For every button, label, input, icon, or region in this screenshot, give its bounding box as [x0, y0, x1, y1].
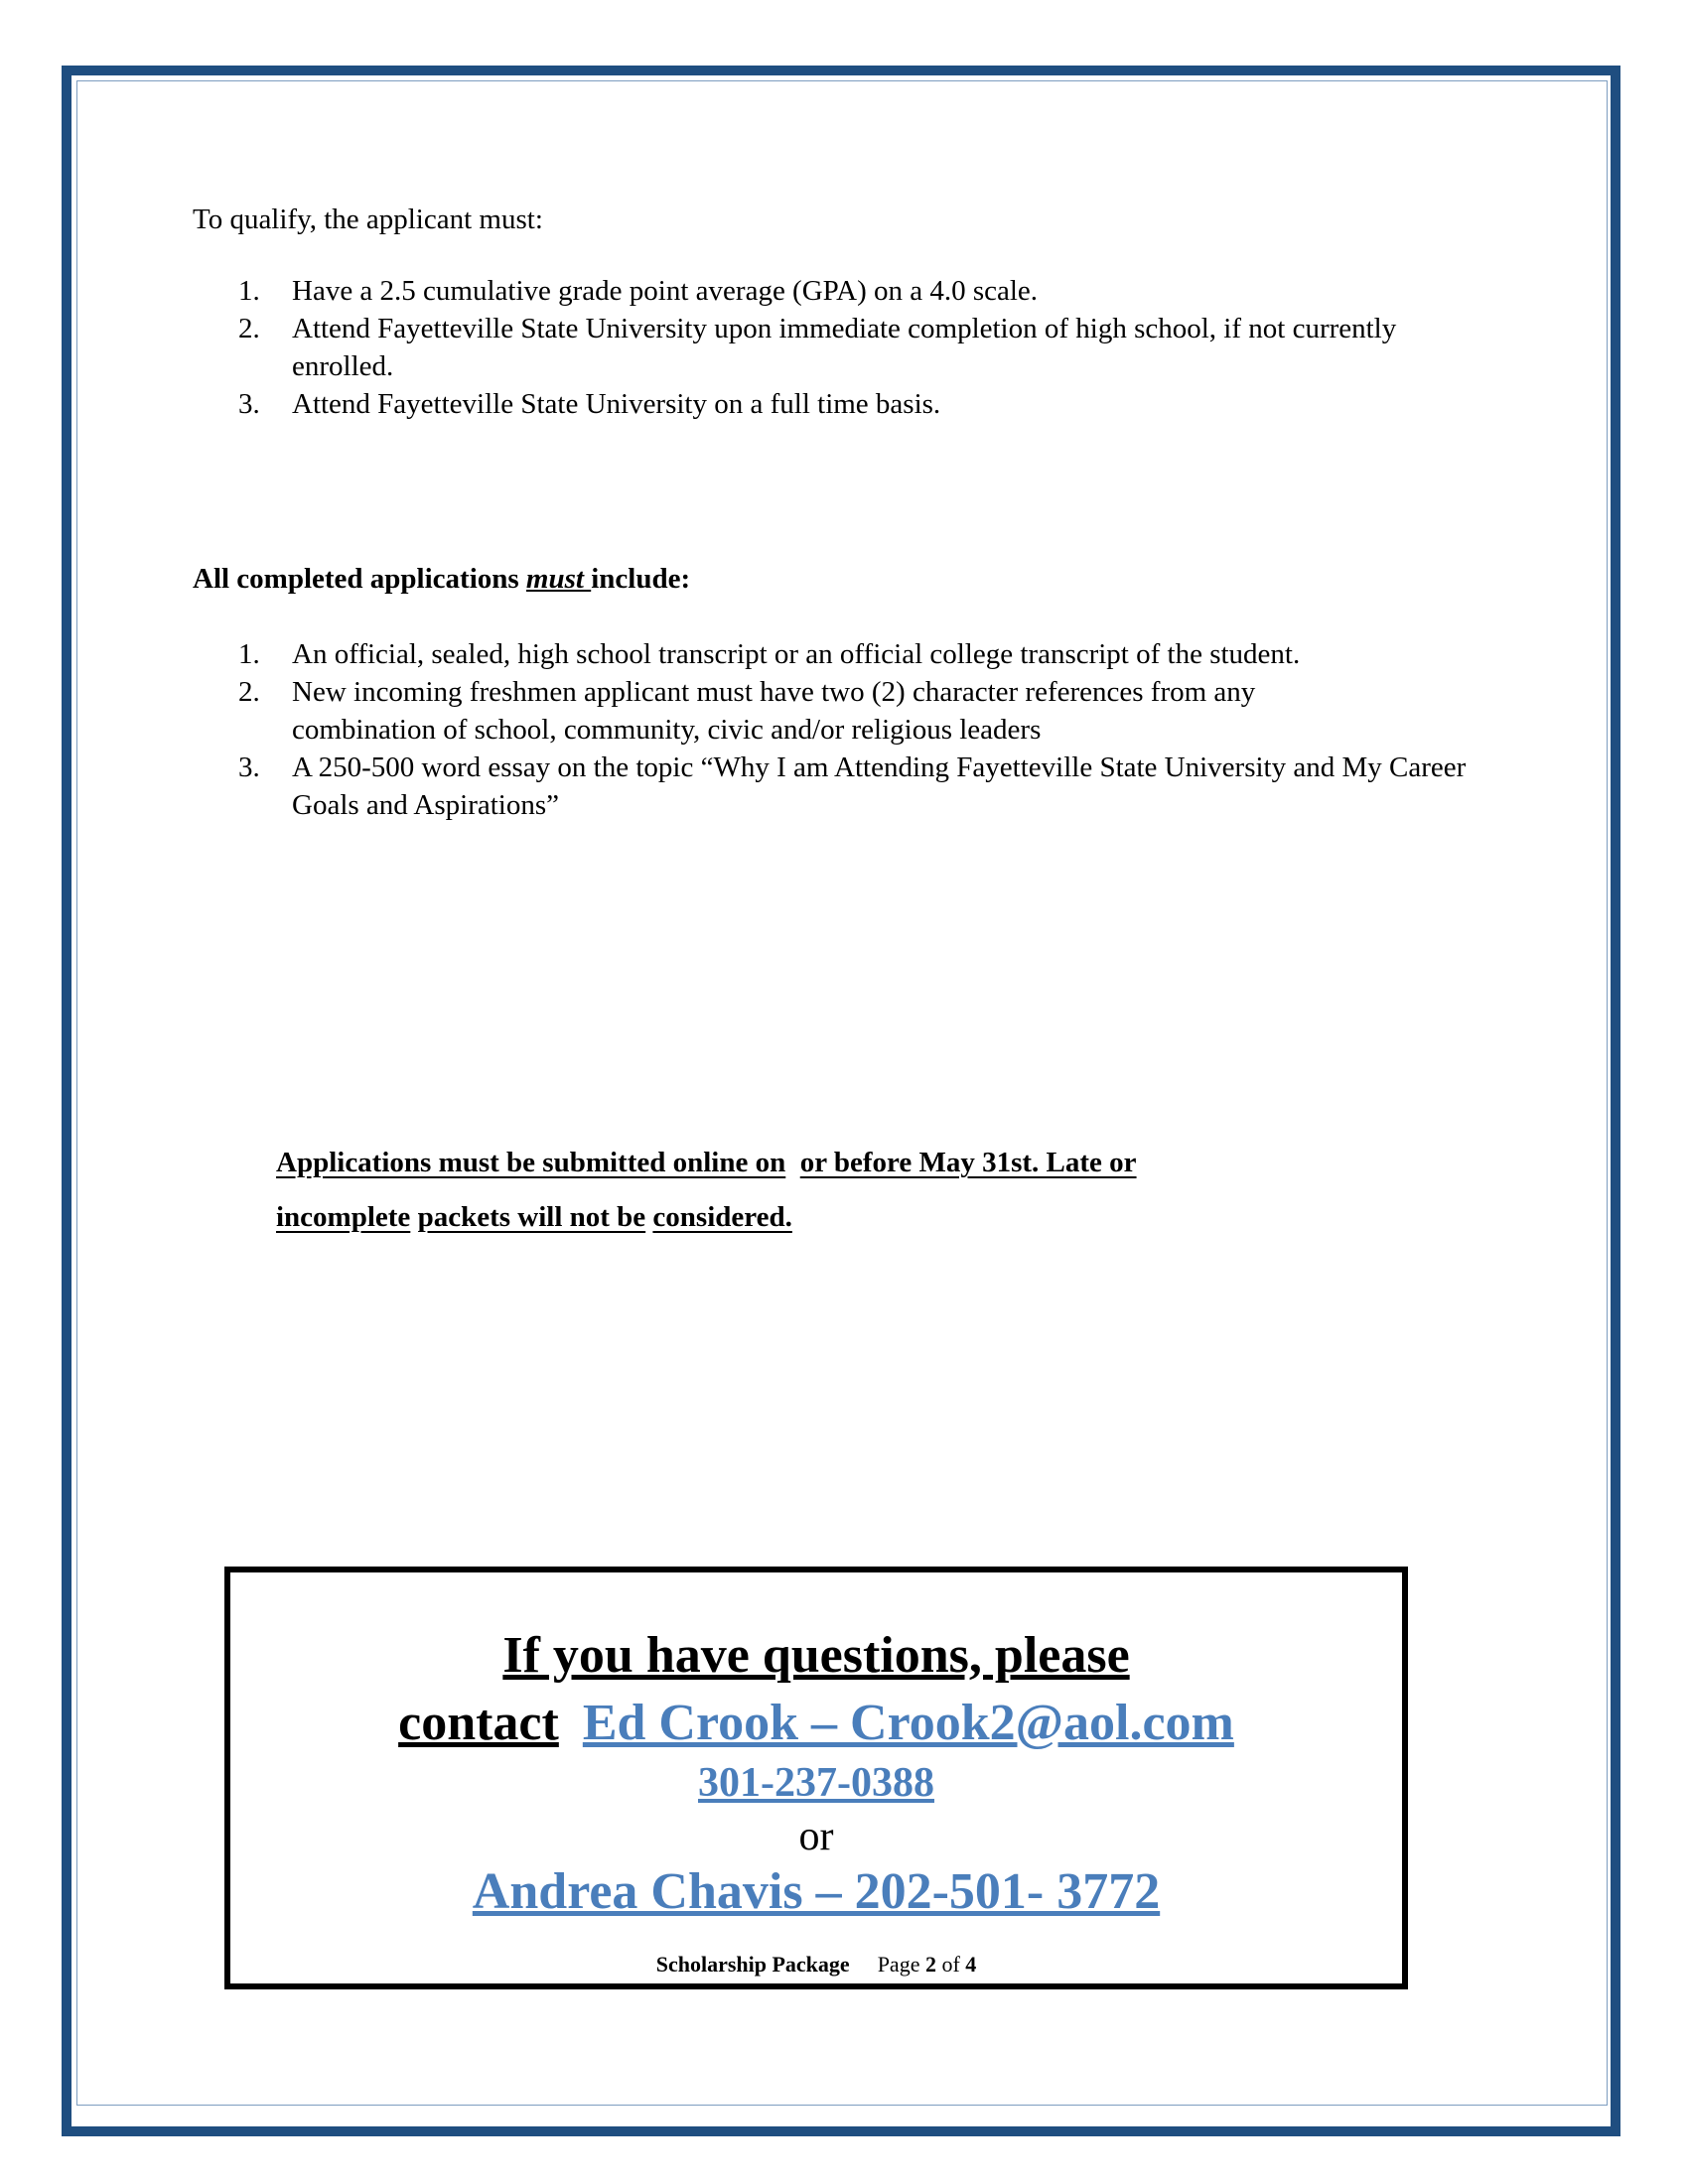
list-number: 2.	[238, 676, 260, 708]
ed-crook-phone-link[interactable]: 301-237-0388	[698, 1760, 934, 1806]
list-number: 3.	[238, 388, 260, 420]
list-number: 3.	[238, 751, 260, 783]
footer-page-prefix: Page	[877, 1952, 920, 1977]
list-item	[238, 635, 1479, 673]
ed-crook-email-link[interactable]: Ed Crook – Crook2@aol.com	[582, 1695, 1234, 1751]
page-footer	[230, 1952, 1402, 1978]
list-item	[238, 310, 1479, 385]
list-number: 2.	[238, 313, 260, 344]
heading-text: All completed applications	[193, 563, 526, 595]
andrea-chavis-line	[230, 1862, 1402, 1921]
deadline-text: incomplete	[276, 1201, 411, 1233]
footer-page-number: 2	[924, 1952, 936, 1977]
applications-heading	[193, 563, 690, 596]
list-item-text: Attend Fayetteville State University on a full time basis.	[292, 388, 941, 420]
list-item	[238, 272, 1479, 310]
list-item	[238, 749, 1479, 824]
deadline-line-1	[276, 1136, 1269, 1190]
deadline-text: Applications must be submitted online on	[276, 1147, 786, 1178]
list-item-text: Attend Fayetteville State University upon immediate completion of high school, if not currently enrolled.	[292, 313, 1397, 382]
contact-word: contact	[398, 1695, 559, 1751]
deadline-text: or before May 31st. Late or	[799, 1147, 1137, 1178]
deadline-text: considered.	[652, 1201, 792, 1233]
list-item-text: An official, sealed, high school transcript or an official college transcript of the student.	[292, 638, 1301, 670]
deadline-line-2	[276, 1190, 1269, 1245]
list-item-text: A 250-500 word essay on the topic “Why I am Attending Fayetteville State University and My Career Goals and Aspirations”	[292, 751, 1467, 821]
or-separator: or	[798, 1814, 834, 1859]
must-emphasis: must	[525, 563, 592, 595]
footer-of: of	[941, 1952, 960, 1977]
contact-line	[230, 1694, 1402, 1752]
contact-box	[224, 1567, 1408, 1989]
requirements-list	[238, 635, 1479, 824]
list-number: 1.	[238, 275, 260, 307]
questions-heading: If you have questions, please	[502, 1627, 1130, 1684]
list-item	[238, 385, 1479, 423]
andrea-chavis-link[interactable]: Andrea Chavis – 202-501- 3772	[472, 1863, 1161, 1920]
list-item	[238, 673, 1479, 749]
list-item-text: Have a 2.5 cumulative grade point average (GPA) on a 4.0 scale.	[292, 275, 1039, 307]
list-item-text: New incoming freshmen applicant must have two (2) character references from any combination of school, community, civic and/or religious leaders	[292, 676, 1256, 746]
list-number: 1.	[238, 638, 260, 670]
footer-package-label: Scholarship Package	[655, 1952, 850, 1977]
deadline-text: packets will not be	[417, 1201, 646, 1233]
deadline-notice	[276, 1136, 1269, 1245]
qualifications-list	[238, 272, 1479, 423]
ed-crook-phone	[230, 1759, 1402, 1807]
qualify-intro: To qualify, the applicant must:	[193, 204, 543, 235]
footer-page-total: 4	[965, 1952, 977, 1977]
heading-text-end: include:	[591, 563, 691, 595]
